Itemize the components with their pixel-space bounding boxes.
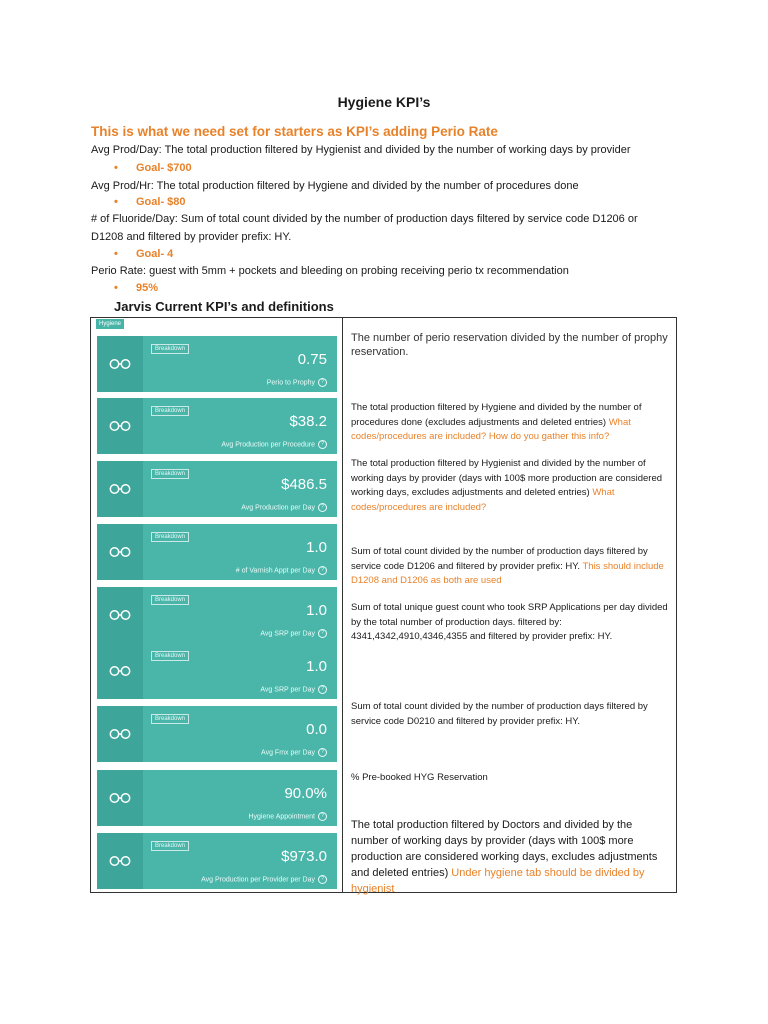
bullet-icon: • (114, 282, 118, 294)
kpi-goal: • Goal- 4 (114, 248, 174, 260)
kpi-card (97, 770, 337, 826)
kpi-label: Avg Production per Procedure ? (221, 440, 327, 449)
kpi-label: # of Varnish Appt per Day ? (236, 566, 327, 575)
question-circle-icon[interactable]: ? (318, 440, 327, 449)
kpi-description: Sum of total count divided by the number of production days filtered by service code D1206 and filtered by provider prefix: HY. This should include D1208 and D1206 as both are used (351, 546, 664, 586)
glasses-icon (97, 461, 143, 517)
kpi-description: % Pre-booked HYG Reservation (351, 772, 488, 783)
breakdown-button[interactable]: Breakdown (151, 841, 189, 851)
glasses-icon (97, 524, 143, 580)
glasses-icon (97, 706, 143, 762)
table-divider (342, 317, 343, 893)
kpi-value: 1.0 (306, 539, 327, 556)
glasses-icon (97, 587, 143, 643)
kpi-value: 1.0 (306, 602, 327, 619)
breakdown-button[interactable]: Breakdown (151, 714, 189, 724)
kpi-value: $38.2 (289, 413, 327, 430)
breakdown-button[interactable]: Breakdown (151, 651, 189, 661)
glasses-icon (97, 336, 143, 392)
kpi-value: 1.0 (306, 658, 327, 675)
glasses-icon (97, 770, 143, 826)
kpi-definition: Avg Prod/Hr: The total production filtered by Hygiene and divided by the number of procedures done (91, 180, 579, 192)
question-circle-icon[interactable]: ? (318, 378, 327, 387)
kpi-value: 90.0% (284, 785, 327, 802)
kpi-description: Sum of total count divided by the number of production days filtered by service code D0210 and filtered by provider prefix: HY. (351, 701, 648, 727)
question-circle-icon[interactable]: ? (318, 566, 327, 575)
question-circle-icon[interactable]: ? (318, 875, 327, 884)
question-circle-icon[interactable]: ? (318, 629, 327, 638)
kpi-definition: Perio Rate: guest with 5mm + pockets and bleeding on probing receiving perio tx recommendation (91, 265, 569, 277)
kpi-label: Avg Production per Provider per Day ? (201, 875, 327, 884)
page-title: Hygiene KPI’s (337, 94, 431, 110)
question-circle-icon[interactable]: ? (318, 685, 327, 694)
bullet-icon: • (114, 196, 118, 208)
glasses-icon (97, 833, 143, 889)
kpi-note: This should include D1208 and D1206 as both are used (351, 560, 664, 586)
kpi-label: Avg SRP per Day ? (260, 685, 327, 694)
kpi-description: The number of perio reservation divided by the number of prophy reservation. (351, 332, 668, 358)
kpi-value: 0.0 (306, 721, 327, 738)
kpi-label: Avg Production per Day ? (241, 503, 327, 512)
kpi-card (97, 833, 337, 889)
tab-hygiene[interactable]: Hygiene (96, 319, 124, 329)
kpi-note: Under hygiene tab should be divided by hygienist (351, 867, 645, 895)
kpi-value: $973.0 (281, 848, 327, 865)
kpi-goal: • Goal- $80 (114, 196, 186, 208)
kpi-card (97, 336, 337, 392)
kpi-note: What codes/procedures are included? How do you gather this info? (351, 416, 631, 442)
question-circle-icon[interactable]: ? (318, 503, 327, 512)
kpi-card (97, 398, 337, 454)
kpi-card (97, 643, 337, 699)
kpi-label: Avg SRP per Day ? (260, 629, 327, 638)
kpi-goal: • 95% (114, 282, 159, 294)
glasses-icon (97, 643, 143, 699)
kpi-value: 0.75 (297, 351, 327, 368)
question-circle-icon[interactable]: ? (318, 748, 327, 757)
breakdown-button[interactable]: Breakdown (151, 469, 189, 479)
question-circle-icon[interactable]: ? (318, 812, 327, 821)
kpi-description: The total production filtered by Doctors and divided by the number of working days by provider (days with 100$ more production are considered working days, excludes adjustments and deleted entries) Under hygiene tab should be divided by hygienist (351, 819, 658, 895)
kpi-definition: D1208 and filtered by provider prefix: HY. (91, 231, 292, 243)
kpi-goal: • Goal- $700 (114, 162, 192, 174)
breakdown-button[interactable]: Breakdown (151, 595, 189, 605)
intro-heading: This is what we need set for starters as KPI’s adding Perio Rate (91, 124, 498, 139)
kpi-definition: Avg Prod/Day: The total production filtered by Hygienist and divided by the number of working days by provider (91, 144, 631, 156)
bullet-icon: • (114, 162, 118, 174)
glasses-icon (97, 398, 143, 454)
kpi-description: Sum of total unique guest count who took SRP Applications per day divided by the total number of production days. filtered by: 4341,4342,4910,4346,4355 and filtered by provider prefix: HY. (351, 602, 668, 642)
kpi-note: What codes/procedures are included? (351, 487, 615, 513)
kpi-card (97, 524, 337, 580)
kpi-value: $486.5 (281, 476, 327, 493)
breakdown-button[interactable]: Breakdown (151, 406, 189, 416)
bullet-icon: • (114, 248, 118, 260)
kpi-card (97, 461, 337, 517)
breakdown-button[interactable]: Breakdown (151, 344, 189, 354)
breakdown-button[interactable]: Breakdown (151, 532, 189, 542)
kpi-description: The total production filtered by Hygiene and divided by the number of procedures done (excludes adjustments and deleted entries) What codes/procedures are included? How do you gather this info? (351, 402, 642, 442)
kpi-description: The total production filtered by Hygienist and divided by the number of working days by provider (days with 100$ more production are considered working days, excludes adjustments and deleted entries) What codes/procedures are included? (351, 458, 663, 513)
kpi-label: Hygiene Appointment ? (248, 812, 327, 821)
kpi-card (97, 706, 337, 762)
kpi-card (97, 587, 337, 643)
kpi-label: Perio to Prophy ? (267, 378, 327, 387)
jarvis-heading: Jarvis Current KPI’s and definitions (114, 299, 334, 314)
kpi-label: Avg Fmx per Day ? (261, 748, 327, 757)
kpi-definition: # of Fluoride/Day: Sum of total count divided by the number of production days filtered by service code D1206 or (91, 213, 638, 225)
